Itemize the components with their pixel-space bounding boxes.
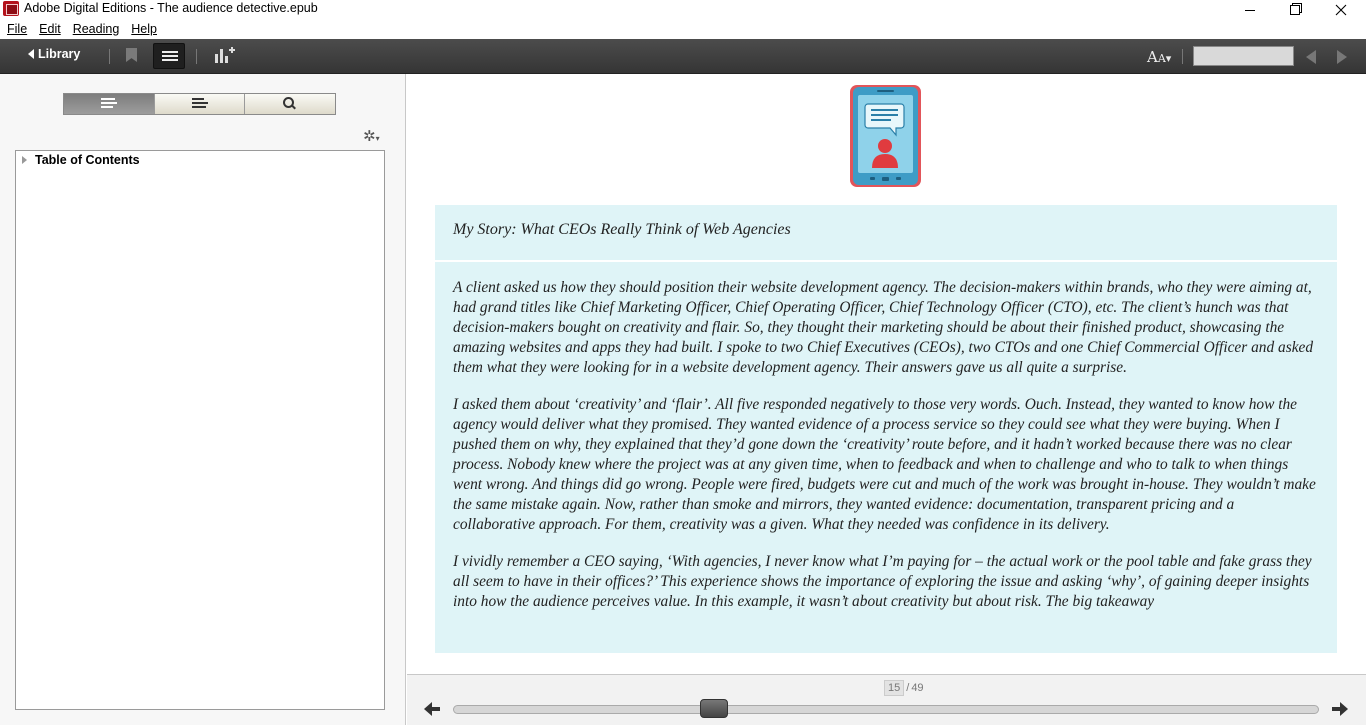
library-label: Library — [38, 47, 81, 61]
bar-chart-add-icon[interactable] — [215, 47, 235, 63]
page-separator: / — [906, 682, 910, 694]
maximize-button[interactable] — [1272, 0, 1318, 20]
next-page-arrow-icon[interactable] — [1332, 701, 1348, 717]
bookmark-icon[interactable] — [126, 48, 137, 62]
font-size-button[interactable]: AA▾ — [1147, 48, 1172, 66]
adobe-digital-editions-icon — [3, 1, 19, 16]
menu-reading[interactable]: Reading — [72, 22, 120, 36]
tab-search[interactable] — [245, 94, 335, 114]
panel-tabs — [63, 93, 336, 115]
list-icon — [162, 51, 178, 53]
progress-slider-thumb[interactable] — [700, 699, 728, 718]
library-button[interactable] — [28, 47, 80, 61]
menu-help[interactable]: Help — [131, 22, 157, 36]
story-body — [453, 278, 1319, 629]
phone-profile-illustration-icon — [849, 84, 922, 188]
tab-bookmarks[interactable] — [155, 94, 246, 114]
reading-progress-slider[interactable] — [453, 705, 1319, 714]
toc-title: Table of Contents — [35, 153, 140, 167]
minimize-button[interactable] — [1227, 0, 1273, 20]
paragraph: I asked them about ‘creativity’ and ‘flair’. All five responded negatively to those very words. Ouch. Instead, they wanted to know how the agency would deliver what they promised. They wanted evidence of a process service so they could see what they were buying. When I pushed them on why, they explained that they’d gone down the ‘creativity’ route before, and it hadn’t worked because there was no clear process. Nobody knew where the project was at any given time, when to feedback and when to challenge and who to talk to when things went wrong. And things did go wrong. People were fired, budgets were cut and much of the work was brought in-house. They wouldn’t make the same mistake again. Now, rather than smoke and mirrors, they wanted evidence: documentation, transparent pricing and a collaborative approach. For them, creativity was a given. What they needed was confidence in its delivery. — [453, 396, 1316, 533]
toc-root-item[interactable] — [22, 153, 140, 167]
title-bar — [0, 0, 1366, 20]
gear-icon[interactable]: ✲▾ — [363, 128, 380, 145]
toolbar-separator — [109, 49, 110, 64]
close-button[interactable] — [1318, 0, 1364, 20]
close-icon — [1335, 4, 1347, 16]
toolbar — [0, 39, 1366, 74]
toc-list-icon — [101, 98, 117, 110]
bookmark-list-icon — [192, 98, 208, 110]
toc-tree — [15, 150, 385, 710]
search-icon — [283, 97, 297, 111]
story-heading: My Story: What CEOs Really Think of Web Agencies — [453, 221, 791, 238]
page-navigation-bar — [407, 674, 1366, 725]
toolbar-separator — [196, 49, 197, 64]
paragraph: A client asked us how they should position their website development agency. The decision-makers within brands, who they were aiming at, had grand titles like Chief Marketing Officer, Chief Operating Officer, Chief Technology Officer (CTO), etc. The client’s hunch was that decision-makers bought on creativity and flair. So, they thought their marketing should be about their finished product, showcasing the amazing websites and apps they had built. I spoke to two Chief Executives (CEOs), two CTOs and one Chief Commercial Officer and asked them what they were looking for in a website development agency. Their answers gave us all quite a surprise. — [453, 279, 1314, 376]
menu-file[interactable]: File — [7, 22, 28, 36]
page-indicator — [884, 680, 924, 696]
divider — [435, 260, 1337, 262]
toolbar-separator — [1182, 49, 1183, 64]
window-title: Adobe Digital Editions - The audience detective.epub — [24, 1, 318, 15]
total-pages: 49 — [911, 682, 924, 694]
back-triangle-icon — [28, 49, 34, 59]
menu-bar — [0, 20, 1366, 39]
menu-edit[interactable]: Edit — [39, 22, 61, 36]
tab-table-of-contents[interactable] — [64, 94, 155, 114]
previous-page-icon[interactable] — [1306, 50, 1316, 64]
paragraph: I vividly remember a CEO saying, ‘With agencies, I never know what I’m paying for – the actual work or the pool table and fake grass they all seem to have in their offices?’ This experience shows the importance of exploring the issue and asking ‘why’, of gaining deeper insights into how the audience perceives value. In this example, it wasn’t about creativity but about risk. The big takeaway — [453, 553, 1312, 610]
previous-page-arrow-icon[interactable] — [424, 701, 440, 717]
toc-toggle-button[interactable] — [153, 43, 185, 69]
expand-triangle-icon[interactable] — [22, 156, 27, 164]
story-callout — [435, 205, 1337, 653]
next-page-icon[interactable] — [1337, 50, 1347, 64]
reading-pane — [407, 74, 1366, 674]
navigation-panel — [0, 74, 406, 725]
page-number-field[interactable] — [1193, 46, 1294, 66]
current-page-field[interactable]: 15 — [884, 680, 904, 696]
